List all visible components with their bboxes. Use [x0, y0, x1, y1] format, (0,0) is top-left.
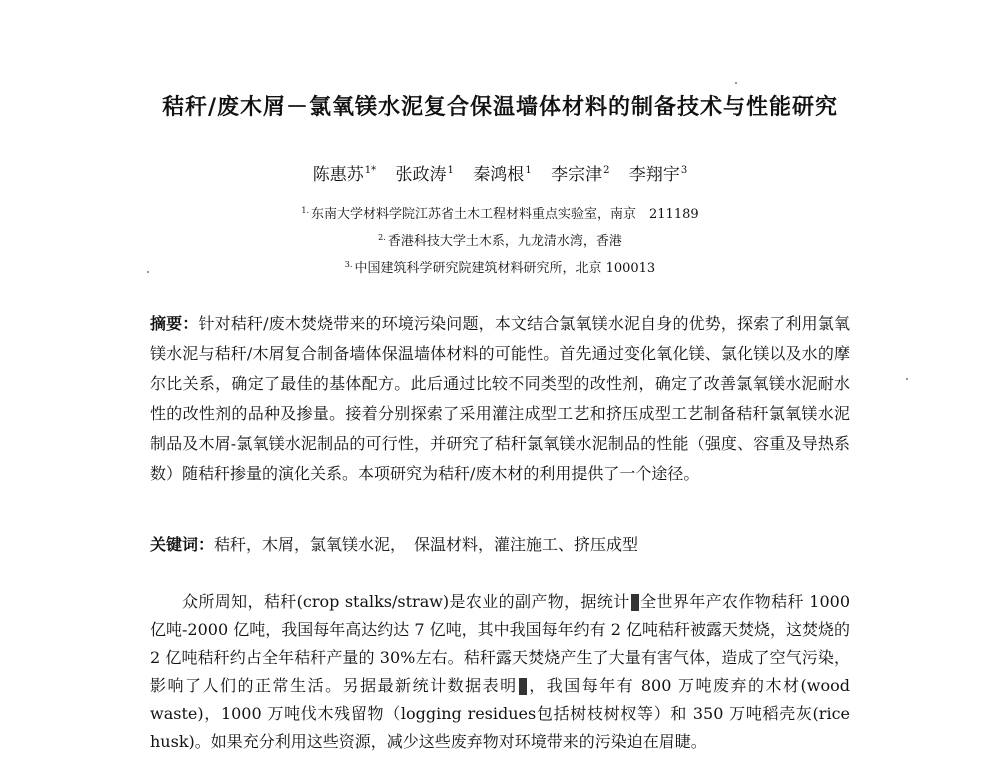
citation-mark	[631, 594, 639, 611]
affiliation: $^{2.}$ 香港科技大学土木系，九龙清水湾，香港	[378, 232, 622, 249]
abstract	[150, 309, 850, 489]
author: 秦鸿根$^1$	[473, 165, 532, 185]
abstract-label: 摘要：	[150, 314, 199, 333]
affiliation: $^{1.}$ 东南大学材料学院江苏省土木工程材料重点实验室，南京 211189	[301, 205, 699, 222]
author: 李宗津$^2$	[551, 165, 610, 185]
author: 李翔宇$^3$	[628, 165, 688, 185]
paper-title: 秸秆/废木屑－氯氧镁水泥复合保温墙体材料的制备技术与性能研究	[161, 94, 839, 120]
body-paragraph: 众所周知，秸秆(crop stalks/straw)是农业的副产物，据统计 全世界年产农作物秸秆 1000 亿吨-2000 亿吨，我国每年高达约达 7 亿吨，其中我国每年约有 2 亿吨秸秆被露天焚烧，这焚烧的 2 亿吨秸秆约占全年秸秆产量的 30%左右。秸秆露天焚烧产生了大量有害气体，造成了空气污染，影响了人们的正常生活。另据最新统计数据表明 ，我国每年有 800 万吨废弃的木材(wood waste)，1000 万吨伐木残留物（logging residues包括树枝树杈等）和 350 万吨稻壳灰(rice husk)。如果充分利用这些资源，减少这些废弃物对环境带来的污染迫在眉睫。	[150, 592, 850, 751]
author: 张政涛$^1$	[395, 165, 454, 185]
abstract-text: 针对秸秆/废木焚烧带来的环境污染问题，本文结合氯氧镁水泥自身的优势，探索了利用氯氧镁水泥与秸秆/木屑复合制备墙体保温墙体材料的可能性。首先通过变化氧化镁、氯化镁以及水的摩尔比关系，确定了最佳的基体配方。此后通过比较不同类型的改性剂，确定了改善氯氧镁水泥耐水性的改性剂的品种及掺量。接着分别探索了采用灌注成型工艺和挤压成型工艺制备秸秆氯氧镁水泥制品及木屑-氯氧镁水泥制品的可行性，并研究了秸秆氯氧镁水泥制品的性能（强度、容重及导热系数）随秸秆掺量的演化关系。本项研究为秸秆/废木材的利用提供了一个途径。	[150, 314, 850, 483]
affiliation: $^{3.}$ 中国建筑科学研究院建筑材料研究所，北京 100013	[344, 259, 656, 276]
keywords-label: 关键词：	[150, 535, 215, 554]
scan-speck	[906, 378, 908, 380]
author-list	[0, 160, 1000, 185]
scan-speck	[735, 82, 737, 84]
scan-speck	[147, 271, 149, 273]
citation-mark	[519, 678, 527, 695]
author: 陈惠苏$^{1*}$	[312, 165, 377, 185]
keywords	[150, 533, 850, 557]
keywords-text: 秸秆，木屑，氯氧镁水泥， 保温材料，灌注施工、挤压成型	[214, 535, 639, 554]
